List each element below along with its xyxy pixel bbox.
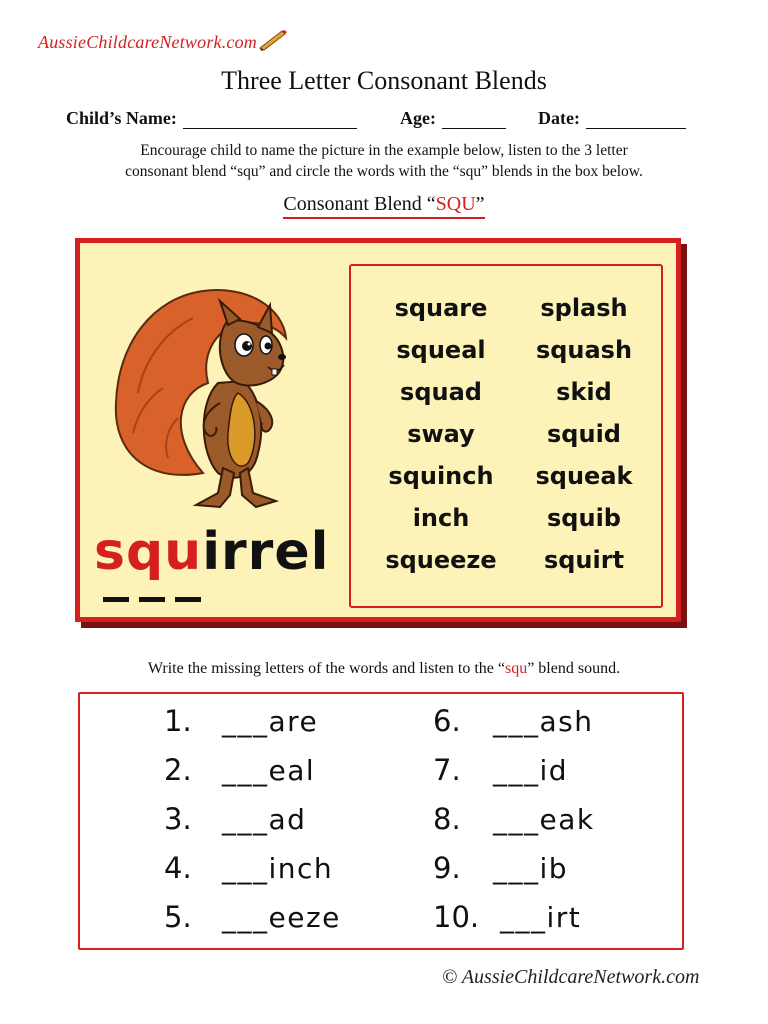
squirrel-illustration [108,283,318,523]
word-item[interactable]: splash [540,294,628,322]
instructions-line-2: consonant blend “squ” and circle the words with the “squ” blends in the box below. [125,163,643,180]
blend-heading-close-quote: ” [475,193,485,215]
example-word-blend: squ [94,522,203,582]
answer-blank[interactable]: ___eal [222,754,316,787]
word-item[interactable]: inch [412,504,470,532]
answer-blank[interactable]: ___ash [493,705,594,738]
answer-blank[interactable]: ___inch [222,852,334,885]
answer-number: 7. [433,753,461,787]
write-instructions [0,660,768,678]
blend-heading-prefix: Consonant Blend [283,193,427,215]
answer-blank[interactable]: ___irt [500,901,582,934]
answer-number: 3. [164,802,192,836]
instructions-line-1: Encourage child to name the picture in the example below, listen to the 3 letter [140,142,628,159]
write-instructions-blend: squ [504,660,528,677]
blend-heading-blend: SQU [435,193,476,215]
word-item[interactable]: skid [556,378,612,406]
copyright-text: AussieChildcareNetwork.com [461,966,700,988]
childs-name-field[interactable] [66,108,357,129]
write-instructions-suffix: ” blend sound. [527,660,621,677]
word-item[interactable]: squeeze [385,546,497,574]
answer-blank[interactable]: ___ib [493,852,569,885]
blend-dash-1 [103,597,129,602]
word-item[interactable]: squad [400,378,482,406]
childs-name-line[interactable] [183,112,357,129]
blend-heading-open-quote: “ [426,193,436,215]
copyright-icon: © [442,966,458,988]
date-label: Date: [538,108,580,128]
answer-blank[interactable]: ___ad [222,803,307,836]
answer-blank[interactable]: ___are [222,705,319,738]
blend-dash-3 [175,597,201,602]
pencil-icon [258,30,288,52]
age-label: Age: [400,108,436,128]
date-line[interactable] [586,112,686,129]
blend-dash-2 [139,597,165,602]
answer-number: 2. [164,753,192,787]
word-item[interactable]: squirt [543,546,625,574]
childs-name-label: Child’s Name: [66,108,177,128]
word-item[interactable]: squib [547,504,621,532]
example-word-rest: irrel [202,522,330,582]
blend-heading-text [283,193,484,219]
answer-number: 8. [433,802,461,836]
age-field[interactable] [400,108,506,129]
date-field[interactable] [538,108,686,129]
page-title: Three Letter Consonant Blends [221,66,547,95]
word-item[interactable]: squinch [388,462,494,490]
word-item[interactable]: squid [547,420,621,448]
answer-blank[interactable]: ___eak [493,803,595,836]
answer-number: 4. [164,851,192,885]
answer-number: 10. [433,900,480,934]
answer-number: 6. [433,704,461,738]
instructions [30,140,738,182]
site-logo: AussieChildcareNetwork.com [38,32,258,52]
age-line[interactable] [442,112,506,129]
answer-number: 9. [433,851,461,885]
answer-number: 5. [164,900,192,934]
answer-blank[interactable]: ___id [493,754,569,787]
blend-heading [0,193,768,219]
word-item[interactable]: square [394,294,488,322]
write-instructions-prefix: Write the missing letters of the words and listen to the “ [147,660,505,677]
answer-blank[interactable]: ___eeze [222,901,341,934]
copyright [442,966,699,989]
word-item[interactable]: squeal [396,336,486,364]
answer-number: 1. [164,704,192,738]
example-word [94,522,329,582]
word-item[interactable]: squash [535,336,633,364]
word-item[interactable]: sway [407,420,475,448]
word-item[interactable]: squeak [535,462,633,490]
